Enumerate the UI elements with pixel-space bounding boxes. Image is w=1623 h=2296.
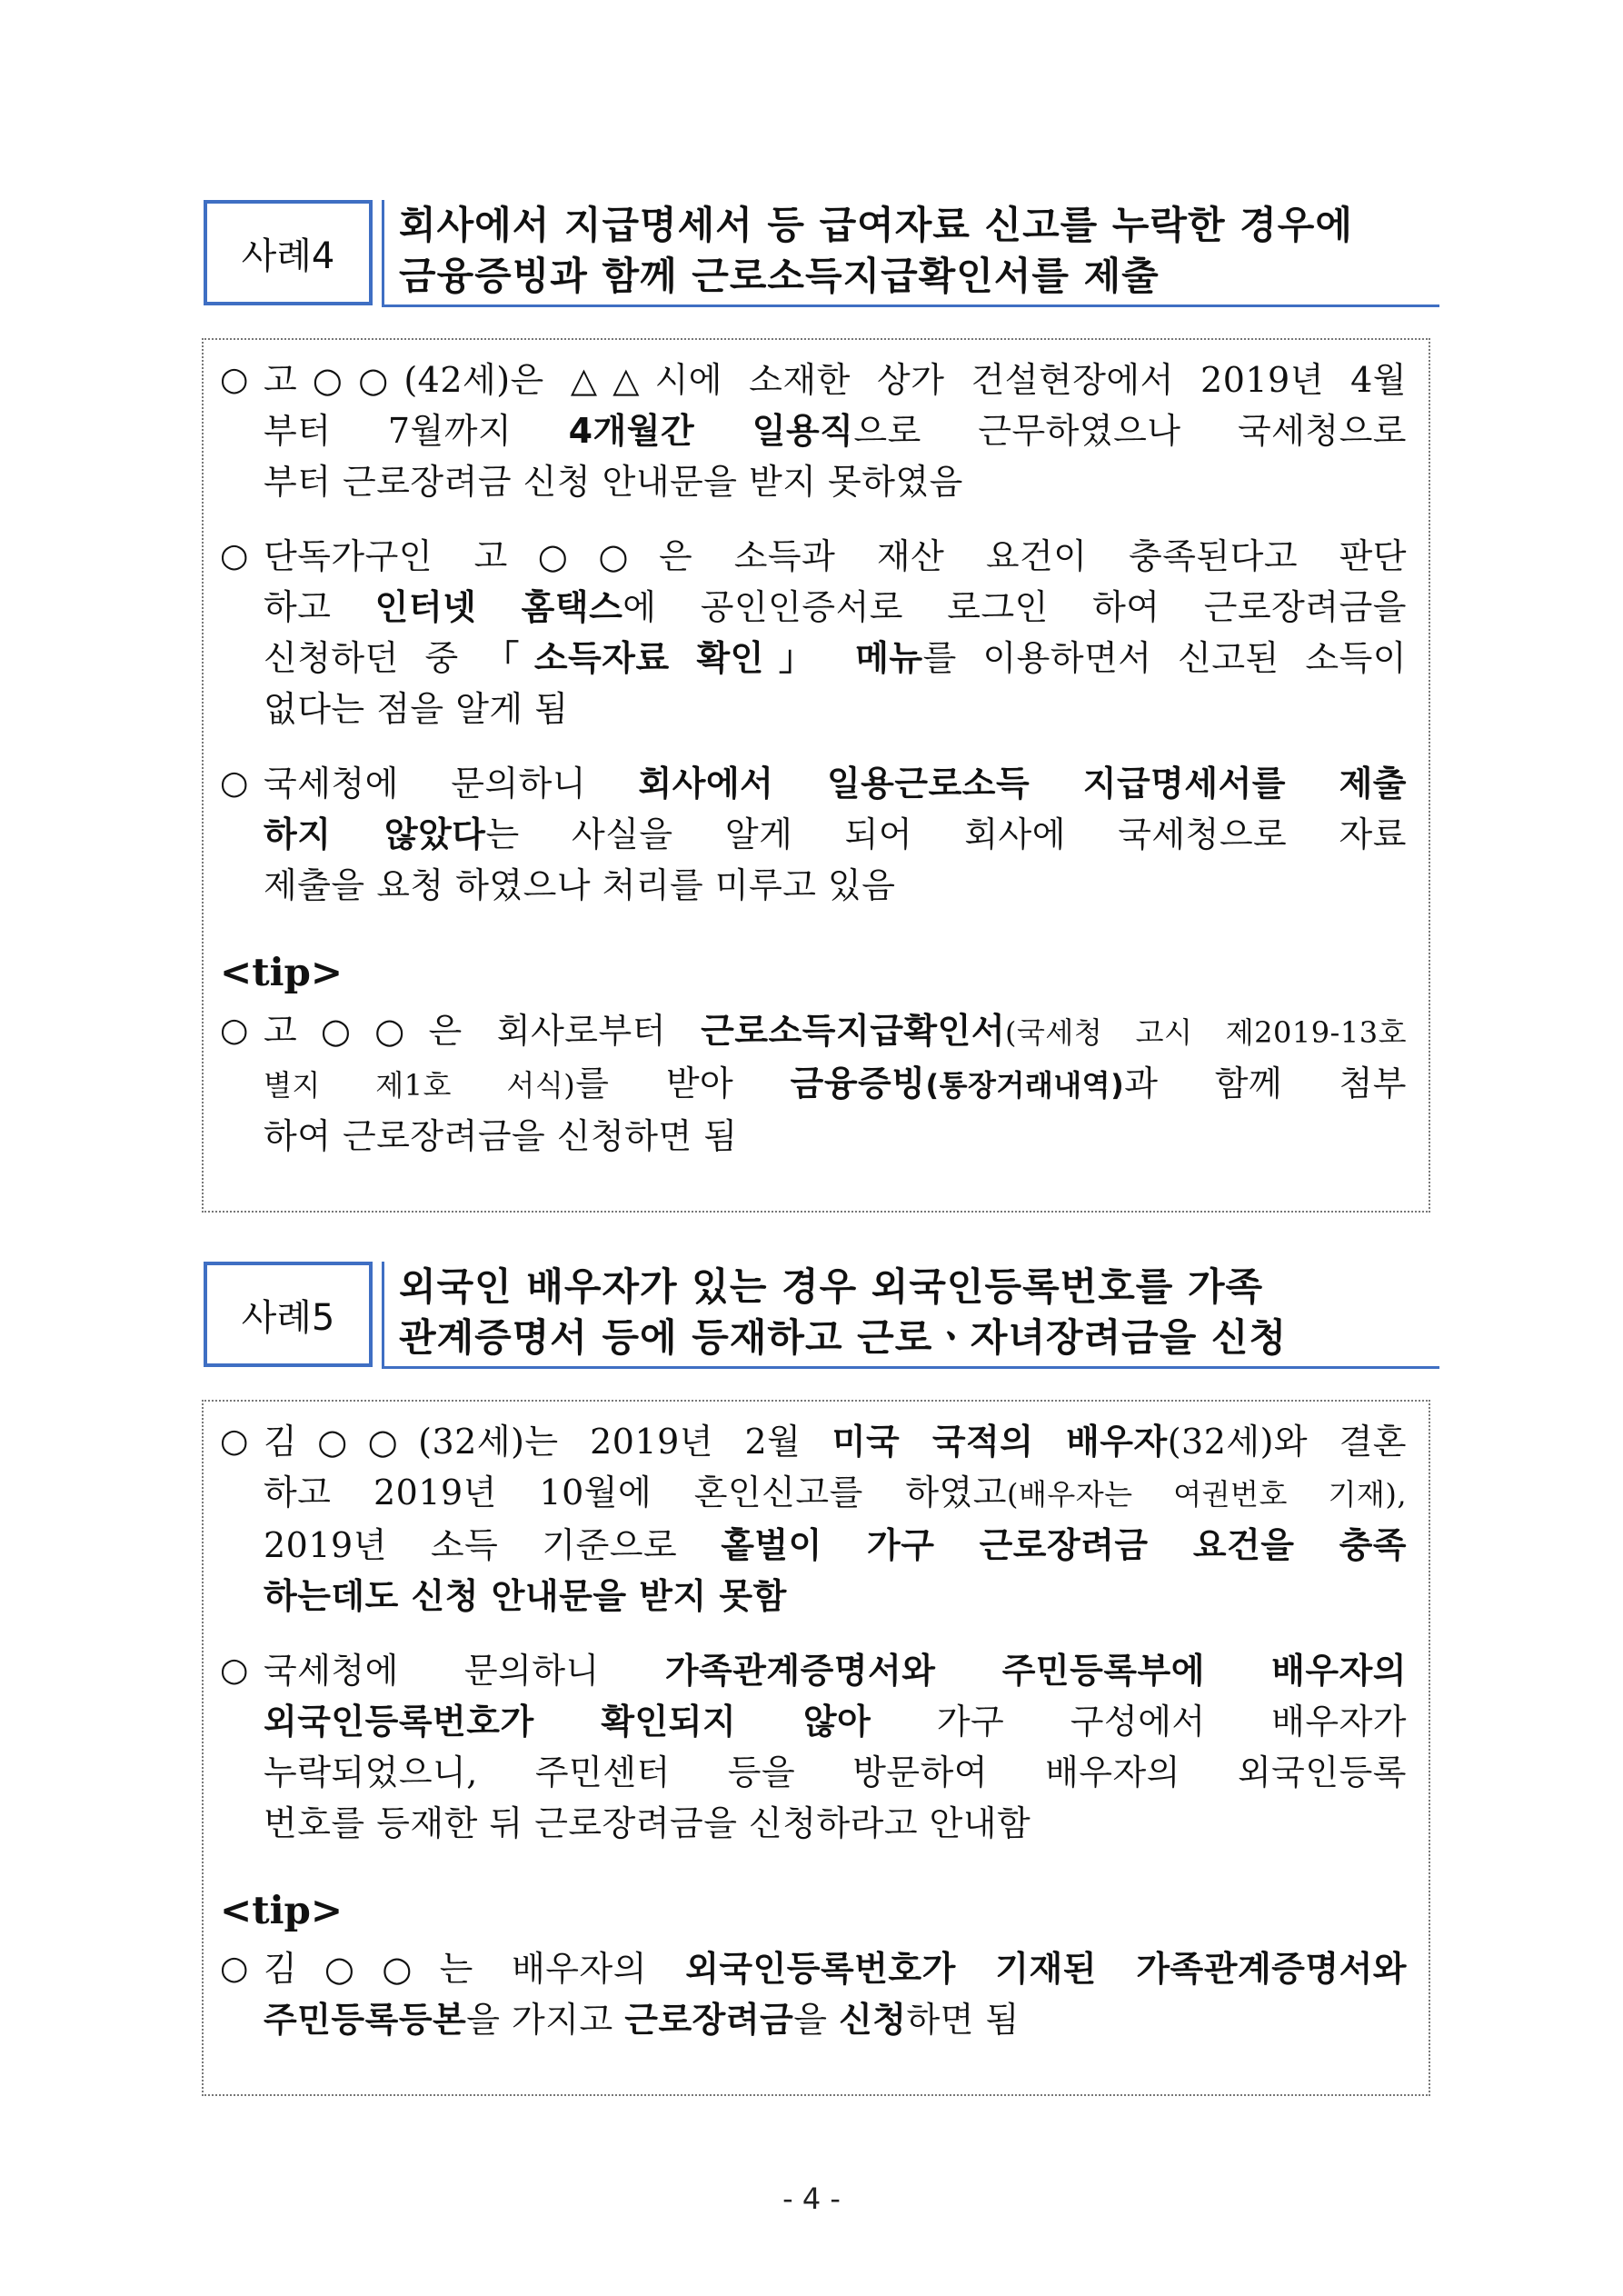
text-line: 고○○(42세)은 △△시에 소재한 상가 건설현장에서 2019년 4월: [264, 360, 1407, 400]
case4-header: [204, 200, 1439, 314]
case5-title-line1: 외국인 배우자가 있는 경우 외국인등록번호를 가족: [399, 1264, 1264, 1309]
text-line: 주민등록등본을 가지고 근로장려금을 신청하면 됨: [264, 2000, 1020, 2040]
text-line: 제출을 요청 하였으나 처리를 미루고 있음: [264, 865, 896, 905]
case5-bullet-2: [220, 1645, 1407, 1849]
text-line: 김○○는 배우자의 외국인등록번호가 기재된 가족관계증명서와: [264, 1949, 1407, 1989]
case5-title: [382, 1262, 1439, 1369]
case5-header: [204, 1262, 1439, 1376]
text-line: 국세청에 문의하니 가족관계증명서와 주민등록부에 배우자의: [264, 1651, 1407, 1691]
case4-bullet-2: [220, 531, 1407, 734]
case4-tip-bullet: [220, 1005, 1407, 1162]
case5-box: [202, 1400, 1430, 2096]
bullet-icon: ○: [220, 361, 249, 398]
text-line: 하고 인터넷 홈택스에 공인인증서로 로그인 하여 근로장려금을: [264, 587, 1407, 627]
bullet-icon: ○: [220, 537, 249, 574]
case4-box: [202, 338, 1430, 1213]
text-line: 하지 않았다는 사실을 알게 되어 회사에 국세청으로 자료: [264, 814, 1407, 854]
text-line: 2019년 소득 기준으로 홑벌이 가구 근로장려금 요건을 충족: [264, 1525, 1407, 1565]
text-line: 신청하던 중 「소득자료 확인」 메뉴를 이용하면서 신고된 소득이: [264, 638, 1408, 678]
case4-bullet-3: [220, 758, 1407, 911]
case4-bullet-1: [220, 354, 1407, 507]
case5-badge: 사례5: [204, 1262, 373, 1367]
text-line: 단독가구인 고○○은 소득과 재산 요건이 충족된다고 판단: [264, 536, 1407, 576]
text-line: 번호를 등재한 뒤 근로장려금을 신청하라고 안내함: [264, 1803, 1031, 1843]
text-line: 하여 근로장려금을 신청하면 됨: [264, 1116, 738, 1156]
bullet-icon: ○: [220, 1652, 249, 1689]
case4-title-line1: 회사에서 지급명세서 등 급여자료 신고를 누락한 경우에: [399, 203, 1353, 247]
case5-title-line2: 관계증명서 등에 등재하고 근로ㆍ자녀장려금을 신청: [399, 1315, 1288, 1360]
text-line: 별지 제1호 서식)를 받아 금융증빙(통장거래내역)과 함께 첨부: [264, 1063, 1407, 1103]
case5-tip-bullet: [220, 1943, 1407, 2045]
page-number: - 4 -: [782, 2181, 841, 2216]
text-line: 부터 7월까지 4개월간 일용직으로 근무하였으나 국세청으로: [264, 411, 1407, 451]
text-line: 외국인등록번호가 확인되지 않아 가구 구성에서 배우자가: [264, 1702, 1407, 1742]
text-line: 누락되었으니, 주민센터 등을 방문하여 배우자의 외국인등록: [264, 1752, 1407, 1792]
bullet-icon: ○: [220, 1423, 249, 1460]
text-line: 부터 근로장려금 신청 안내문을 받지 못하였음: [264, 462, 963, 502]
case4-title-line2: 금융증빙과 함께 근로소득지급확인서를 제출: [399, 254, 1160, 298]
text-line: 고○○은 회사로부터 근로소득지급확인서(국세청 고시 제2019-13호: [264, 1011, 1407, 1051]
case4-badge: 사례4: [204, 200, 373, 305]
bullet-icon: ○: [220, 1950, 249, 1987]
case4-title: [382, 200, 1439, 307]
bullet-icon: ○: [220, 764, 249, 802]
text-line: 없다는 점을 알게 됨: [264, 689, 569, 729]
text-line: 하고 2019년 10월에 혼인신고를 하였고(배우자는 여권번호 기재),: [264, 1472, 1407, 1512]
case4-tip-label: <tip>: [220, 950, 344, 994]
text-line: 김○○(32세)는 2019년 2월 미국 국적의 배우자(32세)와 결혼: [264, 1422, 1408, 1462]
case5-tip-label: <tip>: [220, 1888, 344, 1932]
case5-bullet-1: [220, 1416, 1407, 1622]
text-line: 하는데도 신청 안내문을 받지 못함: [264, 1576, 787, 1616]
text-line: 국세청에 문의하니 회사에서 일용근로소득 지급명세서를 제출: [264, 764, 1408, 804]
bullet-icon: ○: [220, 1012, 249, 1049]
